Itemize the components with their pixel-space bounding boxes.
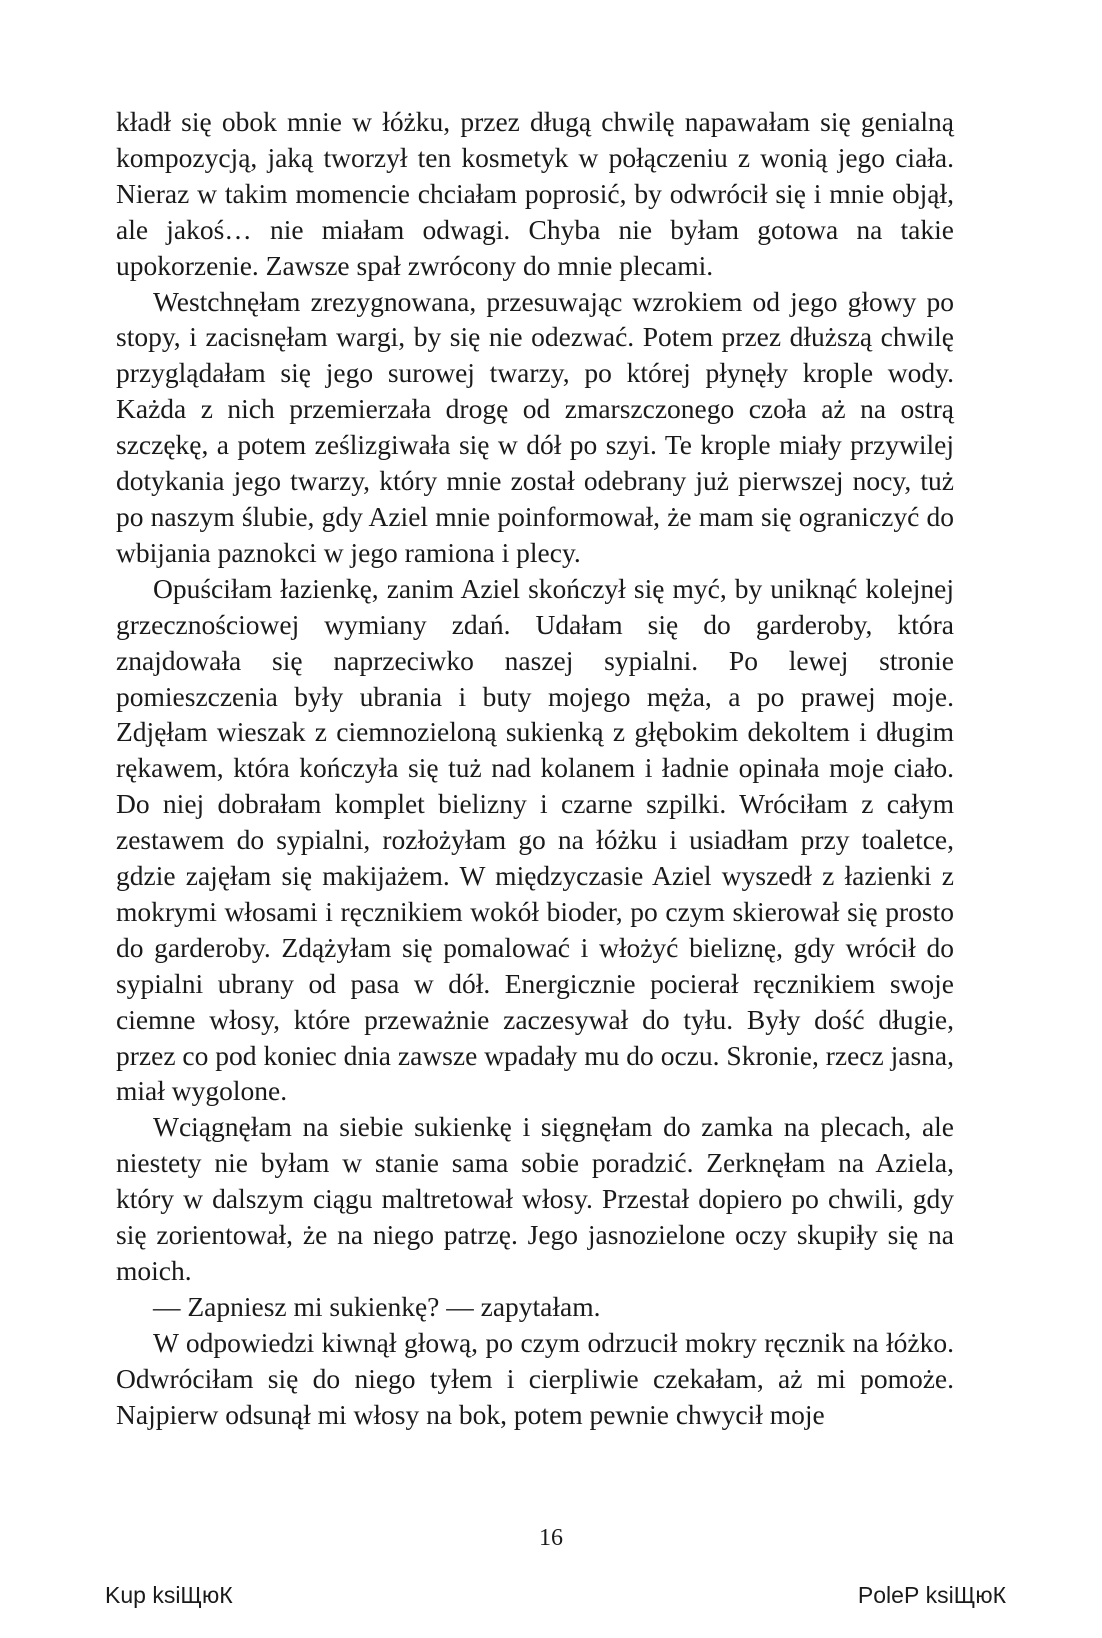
paragraph-3: Opuściłam łazienkę, zanim Aziel skończył się myć, by uniknąć kolejnej grzecznościowej wymiany zdań. Udałam się do garderoby, która znajdowała się naprzeciwko naszej sypialni. Po lewej stronie pomieszczenia były ubrania i buty mojego męża, a po prawej moje. Zdjęłam wieszak z ciemnozieloną sukienką z głębokim dekoltem i długim rękawem, która kończyła się tuż nad kolanem i ładnie opinała moje ciało. Do niej dobrałam komplet bielizny i czarne szpilki. Wróciłam z całym zestawem do sypialni, rozłożyłam go na łóżku i usiadłam przy toaletce, gdzie zajęłam się makijażem. W międzyczasie Aziel wyszedł z łazienki z mokrymi włosami i ręcznikiem wokół bioder, po czym skierował się prosto do garderoby. Zdążyłam się pomalować i włożyć bieliznę, gdy wrócił do sypialni ubrany od pasa w dół. Energicznie pocierał ręcznikiem swoje ciemne włosy, które przeważnie zaczesywał do tyłu. Były dość długie, przez co pod koniec dnia zawsze wpadały mu do oczu. Skronie, rzecz jasna, miał wygolone.	[116, 572, 954, 1107]
paragraph-5-dialogue: — Zapniesz mi sukienkę? — zapytałam.	[153, 1290, 601, 1322]
book-page-body	[116, 104, 954, 1433]
paragraph-2: Westchnęłam zrezygnowana, przesuwając wzrokiem od jego głowy po stopy, i zacisnęłam wargi, by się nie odezwać. Potem przez dłuższą chwilę przyglądałam się jego surowej twarzy, po której płynęły krople wody. Każda z nich przemierzała drogę od zmarszczonego czoła aż na ostrą szczękę, a potem ześlizgiwała się w dół po szyi. Te krople miały przywilej dotykania jego twarzy, który mnie został odebrany już pierwszej nocy, tuż po naszym ślubie, gdy Aziel mnie poinformował, że mam się ograniczyć do wbijania paznokci w jego ramiona i plecy.	[116, 285, 954, 568]
paragraph-6: W odpowiedzi kiwnął głową, po czym odrzucił mokry ręcznik na łóżko. Odwróciłam się do niego tyłem i cierpliwie czekałam, aż mi pomoże. Najpierw odsunął mi włosy na bok, potem pewnie chwycił moje	[116, 1326, 954, 1430]
paragraph-4: Wciągnęłam na siebie sukienkę i sięgnęłam do zamka na plecach, ale niestety nie byłam w stanie sama sobie poradzić. Zerknęłam na Aziela, który w dalszym ciągu maltretował włosy. Przestał dopiero po chwili, gdy się zorientował, że na niego patrzę. Jego jasnozielone oczy skupiły się na moich.	[116, 1111, 954, 1286]
recommend-book-link[interactable]: PoleР ksiЩюК	[857, 1582, 1006, 1608]
paragraph-1: kładł się obok mnie w łóżku, przez długą chwilę napawałam się genialną kompozycją, jaką tworzył ten kosmetyk w połączeniu z wonią jego ciała. Nieraz w takim momencie chciałam poprosić, by odwrócił się i mnie objął, ale jakoś… nie miałam odwagi. Chyba nie byłam gotowa na takie upokorzenie. Zawsze spał zwrócony do mnie plecami.	[116, 106, 954, 281]
page-number: 16	[539, 1525, 563, 1551]
buy-book-link[interactable]: Kup ksiЩюК	[105, 1582, 233, 1608]
